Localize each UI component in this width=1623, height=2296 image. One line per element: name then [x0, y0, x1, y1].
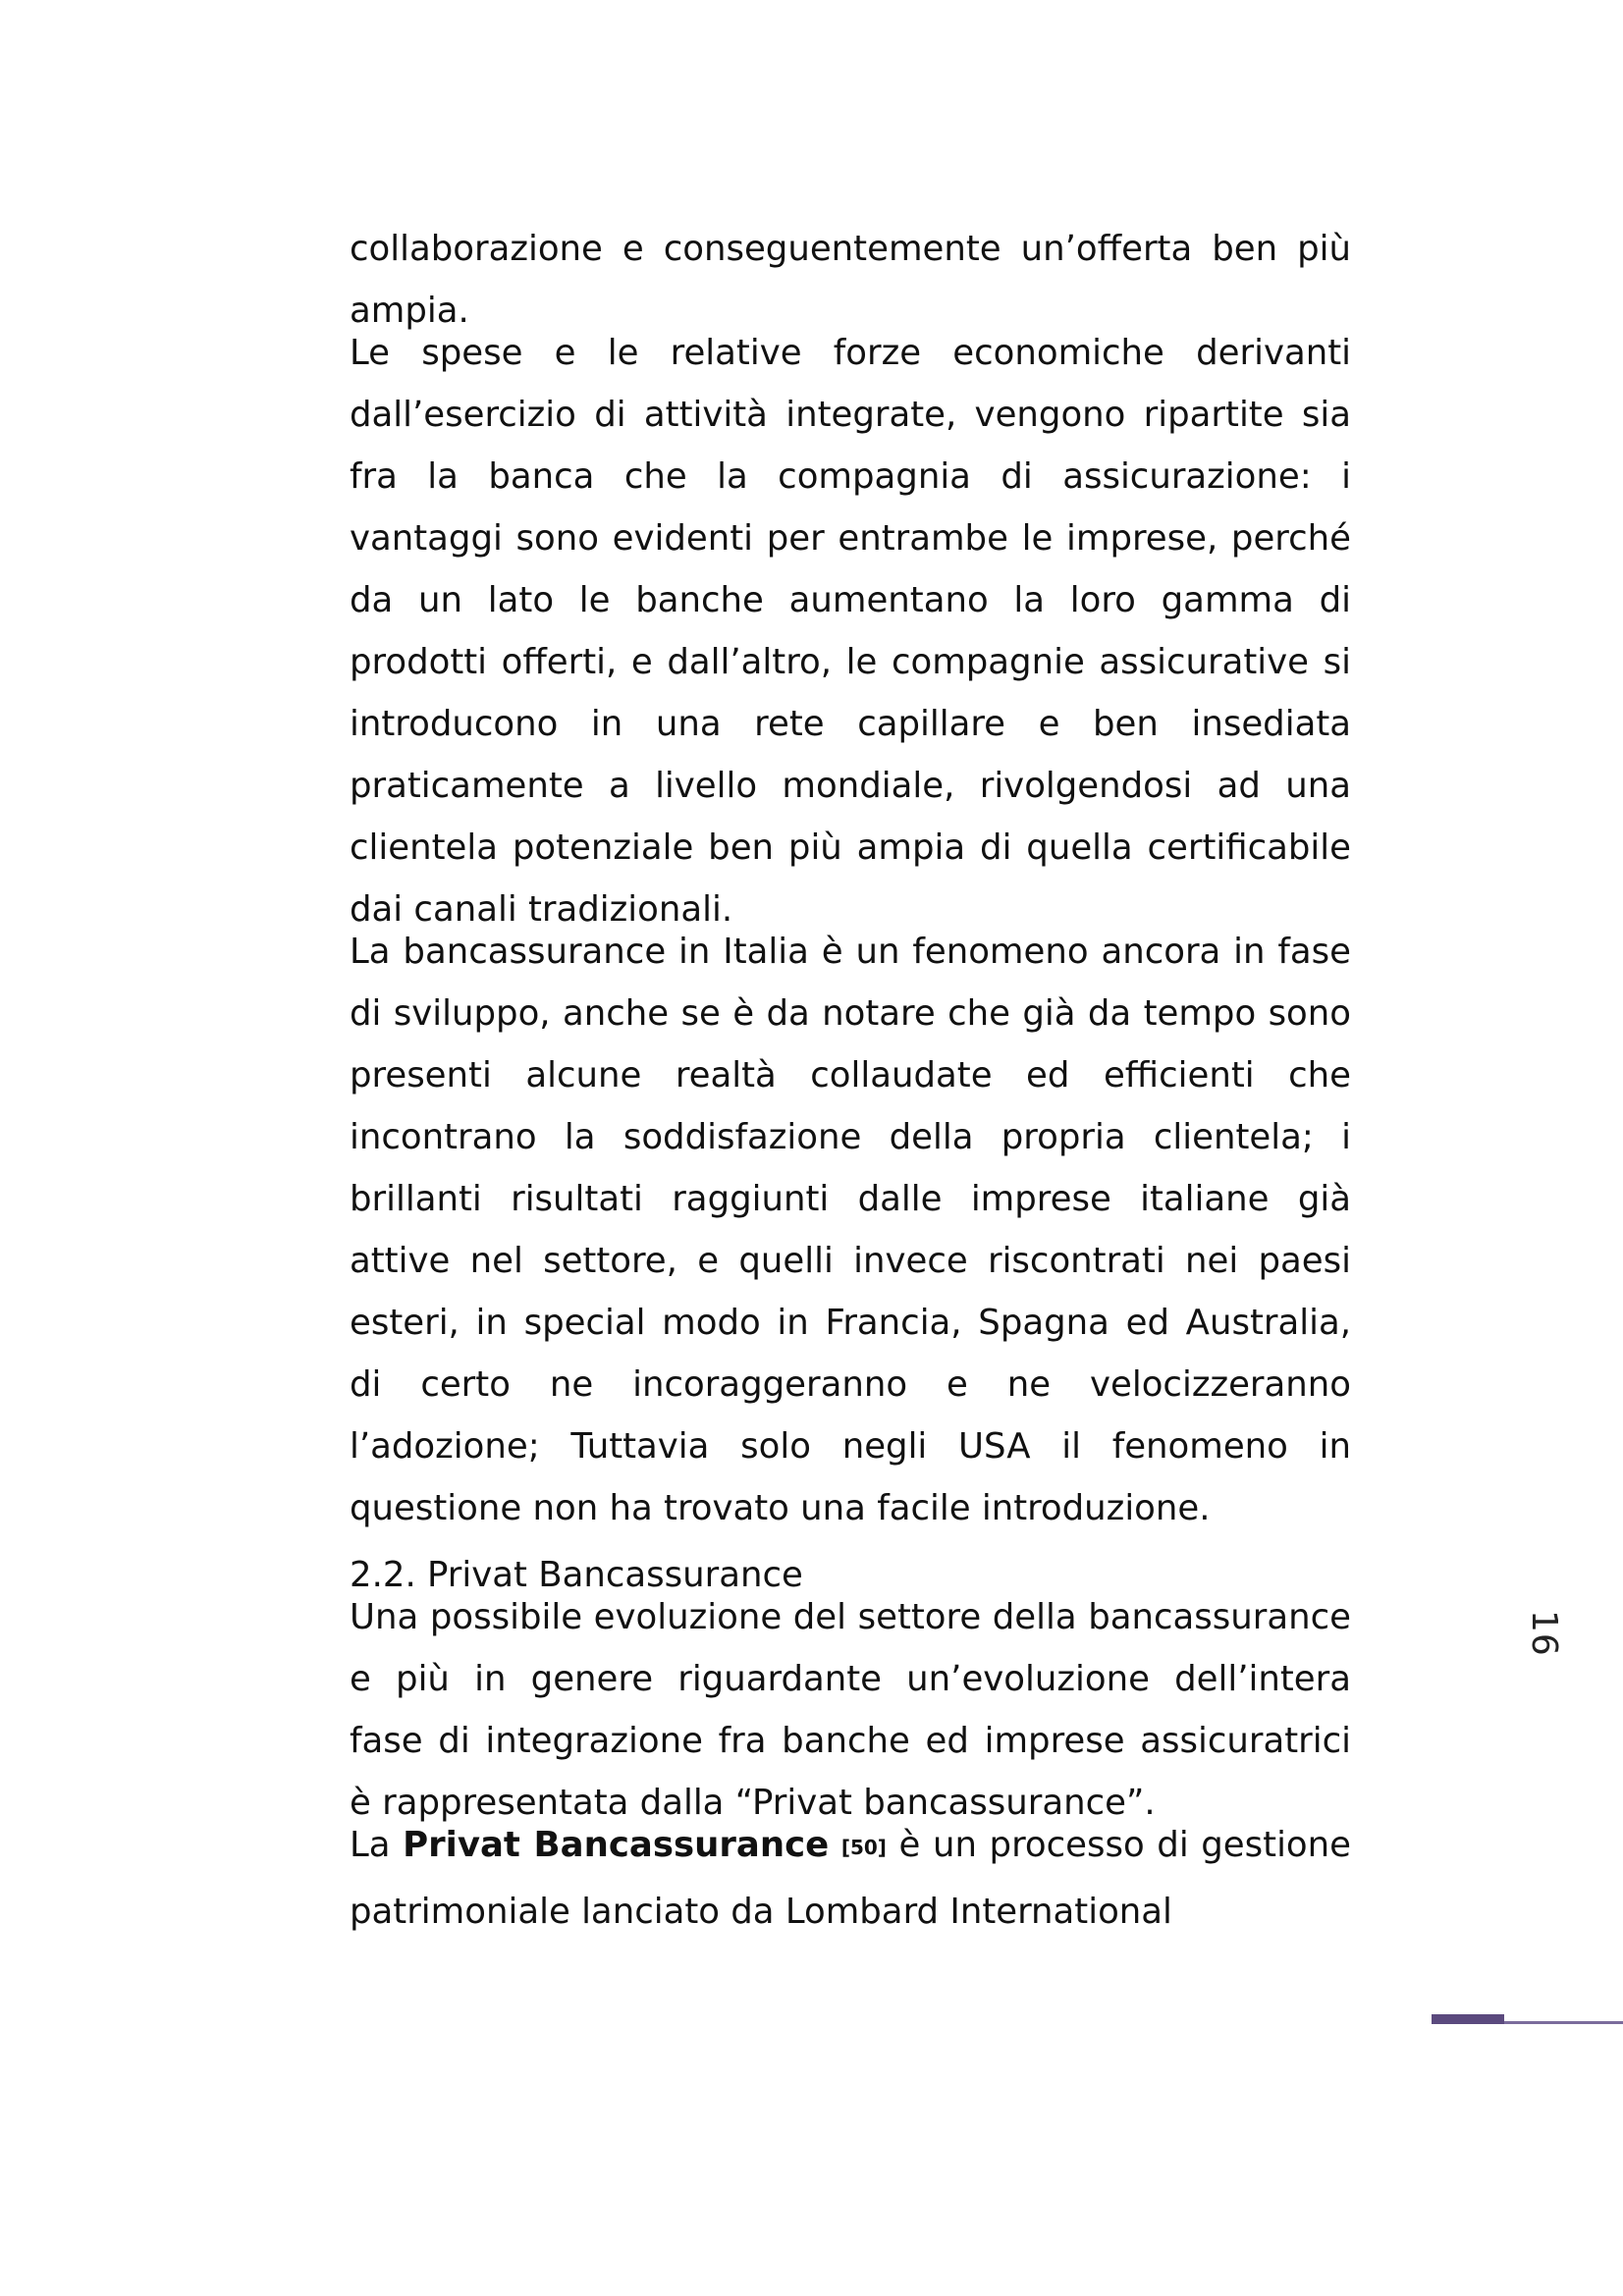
paragraph-privat-bancassurance: [350, 1814, 1351, 1943]
paragraph-bancassurance-italia: La bancassurance in Italia è un fenomeno ancora in fase di sviluppo, anche se è da notare che già da tempo sono presenti alcune realtà collaudate ed efficienti che incontrano la soddisfazione della propria clientela; i brillanti risultati raggiunti dalle imprese italiane già attive nel settore, e quelli invece riscontrati nei paesi esteri, in special modo in Francia, Spagna ed Australia, di certo ne incoraggeranno e ne velocizzeranno l’adozione; Tuttavia solo negli USA il fenomeno in questione non ha trovato una facile introduzione.: [350, 932, 1351, 1528]
paragraph-spese: Le spese e le relative forze economiche derivanti dall’esercizio di attività integrate, vengono ripartite sia fra la banca che la compagnia di assicurazione: i vantaggi sono evidenti per entrambe le imprese, perché da un lato le banche aumentano la loro gamma di prodotti offerti, e dall’altro, le compagnie assicurative si introducono in una rete capillare e ben insediata praticamente a livello mondiale, rivolgendosi ad una clientela potenziale ben più ampia di quella certificabile dai canali tradizionali.: [350, 333, 1351, 930]
paragraph-evoluzione: Una possibile evoluzione del settore della bancassurance e più in genere riguardante un’evoluzione dell’intera fase di integrazione fra banche ed imprese assicuratrici è rappresentata dalla “Privat bancassurance”.: [350, 1597, 1351, 1823]
footer-rule-accent: [1432, 2014, 1504, 2024]
bold-term-privat-bancassurance: Privat Bancassurance: [403, 1825, 830, 1865]
footnote-reference[interactable]: [50]: [840, 1836, 887, 1859]
page-number-container: [1520, 1610, 1563, 1665]
footer-rule-line: [1504, 2021, 1623, 2024]
paragraph-privat-end: è un processo di gestione patrimoniale lanciato da Lombard International: [350, 1825, 1351, 1932]
paragraph-collaborazione: collaborazione e conseguentemente un’offerta ben più ampia.: [350, 229, 1351, 331]
body-text-column: [350, 218, 1351, 1943]
paragraph-privat-start: La: [350, 1825, 404, 1865]
page-number: 16: [1524, 1610, 1564, 1657]
section-heading: 2.2. Privat Bancassurance: [350, 1555, 803, 1595]
